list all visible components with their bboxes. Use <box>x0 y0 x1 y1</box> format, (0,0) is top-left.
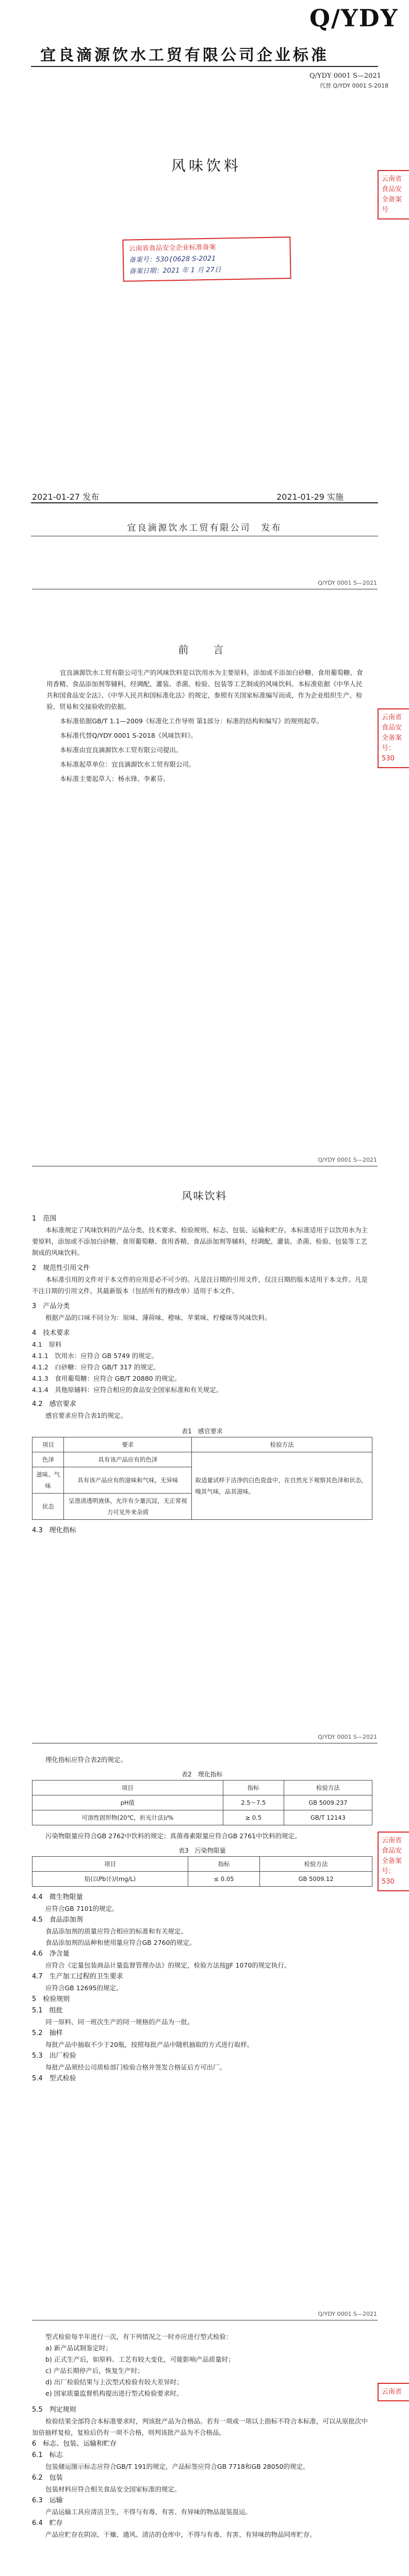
clause: 6.3 运输 <box>32 2497 63 2504</box>
section-4-2-body: 感官要求应符合表1的规定。 <box>45 1412 127 1419</box>
table-header: 项目 <box>32 1437 64 1452</box>
clause: 包装储运图示标志应符合GB/T 191的规定，产品标签应符合GB 7718和GB 28050的规定。 <box>45 2463 309 2470</box>
table-cell: 取适量试样于洁净的白色瓷盘中，在自然光下观察其色泽和状态，嗅其气味，品其滋味。 <box>192 1452 372 1520</box>
foreword-para-5: 本标准起草单位：宜良滴源饮水工贸有限公司。 <box>60 760 195 768</box>
date-rule <box>31 502 378 503</box>
scope-section <box>32 1213 372 1536</box>
table-header: 检验方法 <box>260 1857 372 1872</box>
side-stamp-text: 云南省食品安全备案号：530 <box>382 714 402 762</box>
table-row <box>32 1810 372 1825</box>
section-3-body: 根据产品的口味不同分为：原味、薄荷味、橙味、苹果味、柠檬味等风味饮料。 <box>45 1314 271 1321</box>
table-cell: GB/T 12143 <box>284 1810 372 1825</box>
section-2-title: 2 规范性引用文件 <box>32 1264 90 1272</box>
clause: 同一原料、同一班次生产的同一规格的产品为一批。 <box>45 2018 194 2026</box>
clause: 产品运输工具应清洁卫生，不得与有毒、有害、有异味的物品混装混运。 <box>45 2508 252 2516</box>
clause: 5 检验规则 <box>32 1995 70 2003</box>
table-cell: 可溶性固形物(20℃，折光计法)/% <box>32 1810 223 1825</box>
table-row <box>32 1452 372 1467</box>
section-4-3-title: 4.3 理化指标 <box>32 1527 76 1534</box>
section-2-body: 本标准引用的文件对于本文件的应用是必不可少的。凡是注日期的引用文件，仅注日期的版本适用于本文件。凡是不注日期的引用文件，其最新版本（包括所有的修改单）适用于本文件。 <box>32 1276 368 1295</box>
table-row <box>32 1872 372 1887</box>
foreword-para-6: 本标准主要起草人：杨永锋、李素芬。 <box>60 775 170 783</box>
clause: 检验结果全部符合本标准要求时，判该批产品为合格品。若有一项或一项以上指标不符合本标准，可以从原批次中加倍抽样复检，复检后仍有一项不合格，则判该批产品为不合格品。 <box>32 2417 368 2436</box>
clause: 5.1 组批 <box>32 2007 63 2014</box>
section-4-title: 4 技术要求 <box>32 1329 70 1337</box>
table-header: 项目 <box>32 1857 188 1872</box>
table-cell: 状态 <box>32 1494 64 1520</box>
running-header: Q/YDY 0001 S—2021 <box>318 1734 377 1740</box>
table-cell: 铅(以Pb计)/(mg/L) <box>32 1872 188 1887</box>
clause: 6.2 包装 <box>32 2474 63 2482</box>
stamp-line-2: 备案号：530{0628 S-2021 <box>128 255 216 264</box>
foreword-heading: 前 言 <box>178 643 231 656</box>
side-stamp-text: 云南省食品安全备案号：530 <box>382 1837 402 1886</box>
table-cell: GB 5009.12 <box>260 1872 372 1887</box>
running-header: Q/YDY 0001 S—2021 <box>318 2311 377 2317</box>
content-block <box>32 1754 372 2084</box>
list-item: c) 产品长期停产后，恢复生产时； <box>45 2367 144 2375</box>
table-cell: ≥ 0.5 <box>223 1810 284 1825</box>
side-filing-stamp <box>378 2383 409 2401</box>
cover-document-title: 风味饮料 <box>171 157 241 174</box>
clause: 4.6 净含量 <box>32 1950 70 1958</box>
list-item: b) 正式生产后，如原料、工艺有较大变化，可能影响产品质量时； <box>45 2355 235 2363</box>
replaces-note: 代替 Q/YDY 0001 S-2018 <box>320 82 389 89</box>
table-cell: 滋味、气味 <box>32 1467 64 1494</box>
clause: 5.2 抽样 <box>32 2029 63 2037</box>
table-header: 指标 <box>223 1781 284 1795</box>
clause: 每批产品中抽取不少于20瓶，按照每批产品中随机抽取的方式进行取样。 <box>45 2041 254 2048</box>
foreword-body <box>46 667 364 788</box>
clause: 6.4 贮存 <box>32 2519 63 2527</box>
clause: 4.4 微生物限量 <box>32 1893 83 1901</box>
clause: 4.7 生产加工过程的卫生要求 <box>32 1973 123 1980</box>
side-stamp-text: 云南省食品安全备案号 <box>382 175 402 214</box>
implement-date: 2021-01-29 实施 <box>276 492 344 502</box>
running-header: Q/YDY 0001 S—2021 <box>318 580 377 586</box>
foreword-para-3: 本标准代替Q/YDY 0001 S-2018《风味饮料》。 <box>60 732 198 739</box>
foreword-para-4: 本标准由宜良滴源饮水工贸有限公司提出。 <box>60 746 183 754</box>
type-test-lead: 型式检验每半年进行一次，有下列情况之一时亦应进行型式检验： <box>45 2333 233 2341</box>
sensory-table <box>32 1437 372 1520</box>
content-block <box>32 2331 372 2540</box>
requirement-item: 4.1 原料 <box>32 1341 62 1348</box>
table-cell: 具有该产品应有的滋味和气味，无异味 <box>64 1467 192 1494</box>
clause: 食品添加剂的品种和使用量应符合GB 2760的规定。 <box>45 1939 196 1946</box>
table-header: 指标 <box>188 1857 259 1872</box>
clause: 6 标志、包装、运输和贮存 <box>32 2440 117 2448</box>
table-cell: 呈澄清透明液体，允许有少量沉淀，无正常视力可见外来杂质 <box>64 1494 192 1520</box>
clause: 应符合《定量包装商品计量监督管理办法》的规定，检验方法按JJF 1070的规定执行。 <box>45 1961 291 1969</box>
table-2-caption: 表2 理化指标 <box>182 1771 223 1778</box>
table-header: 检验方法 <box>192 1437 372 1452</box>
clause: 应符合GB 7101的规定。 <box>45 1905 119 1912</box>
publish-date: 2021-01-27 发布 <box>32 492 100 502</box>
requirement-item: 4.1.2 白砂糖：应符合 GB/T 317 的规定。 <box>32 1363 160 1371</box>
table-header: 项目 <box>32 1781 223 1795</box>
section-1-body: 本标准规定了风味饮料的产品分类、技术要求、检验规则、标志、包装、运输和贮存。本标准适用于以饮用水为主要原料，添加或不添加白砂糖、食用葡萄糖、食用香精、食品添加剂等辅料，经调配、灌装、杀菌、检验、包装等工艺制成的风味饮料。 <box>32 1226 368 1257</box>
table-3-lead: 污染物限量应符合GB 2762中饮料的规定；真菌毒素限量应符合GB 2761中饮料的规定。 <box>45 1832 301 1840</box>
table-3-caption: 表3 污染物限量 <box>178 1847 226 1854</box>
section-1-title: 1 范围 <box>32 1215 57 1223</box>
content-page-1 <box>0 1136 409 1713</box>
table-header: 要求 <box>64 1437 192 1452</box>
clause: 5.3 出厂检验 <box>32 2052 76 2060</box>
enterprise-standard-title: 宜良滴源饮水工贸有限公司企业标准 <box>40 46 329 64</box>
side-filing-stamp <box>378 708 409 768</box>
table-1-caption: 表1 感官要求 <box>182 1428 223 1435</box>
table-cell: GB 5009.237 <box>284 1795 372 1810</box>
filing-stamp <box>122 236 291 282</box>
cover-page <box>0 0 409 559</box>
list-item: a) 新产品试制鉴定时； <box>45 2344 112 2352</box>
table-cell: pH值 <box>32 1795 223 1810</box>
header-rule <box>31 66 378 67</box>
clause-list <box>32 1892 372 2084</box>
content-page-2 <box>0 1713 409 2290</box>
standard-logo: Q/YDY <box>309 4 399 32</box>
publisher: 宜良滴源饮水工贸有限公司 发布 <box>127 523 282 533</box>
section-3-title: 3 产品分类 <box>32 1302 70 1310</box>
clause: 食品添加剂的质量应符合相应的标准和有关规定。 <box>45 1927 188 1935</box>
clause: 应符合GB 12695的规定。 <box>45 1984 123 1992</box>
table-cell: 色泽 <box>32 1452 64 1467</box>
content-page-3 <box>0 2290 409 2576</box>
clause: 每批产品须经公司质检部门检验合格并签发合格证后方可出厂。 <box>45 2063 226 2071</box>
requirement-item: 4.1.3 食用葡萄糖：应符合 GB/T 20880 的规定。 <box>32 1375 181 1382</box>
section-4-2-title: 4.2 感官要求 <box>32 1400 76 1408</box>
running-header: Q/YDY 0001 S—2021 <box>318 1157 377 1163</box>
standard-number: Q/YDY 0001 S—2021 <box>309 72 381 80</box>
table-cell: 具有该产品应有的色泽 <box>64 1452 192 1467</box>
physicochemical-table <box>32 1780 372 1825</box>
table-header: 检验方法 <box>284 1781 372 1795</box>
clause-list <box>32 2404 372 2540</box>
table-cell: 2.5～7.5 <box>223 1795 284 1810</box>
foreword-para-1: 宜良滴源饮水工贸有限公司生产的风味饮料是以饮用水为主要原料，添加或不添加白砂糖、食用葡萄糖、食用香精、食品添加剂等辅料，经调配、灌装、杀菌、检验、包装等工艺制成的风味饮料。本标准依据《中华人民共和国食品安全法》、《中华人民共和国标准化法》的规定，参照有关国家标准编写而成，作为企业组织生产、检验、贸易和交接验收的依据。 <box>46 669 363 710</box>
table-2-lead: 理化指标应符合表2的规定。 <box>45 1756 127 1764</box>
document-heading: 风味饮料 <box>182 1190 227 1202</box>
clause: 5.5 判定规则 <box>32 2406 76 2414</box>
stamp-line-1: 云南省食品安全企业标准备案 <box>128 243 216 253</box>
clause: 6.1 标志 <box>32 2451 63 2459</box>
table-cell: ≤ 0.05 <box>188 1872 259 1887</box>
side-stamp-text: 云南省 <box>382 2388 402 2396</box>
list-item: e) 国家质量监督机构提出进行型式检验要求时。 <box>45 2389 183 2397</box>
clause: 包装材料应符合相关食品安全国家标准的规定。 <box>45 2485 181 2493</box>
stamp-line-3: 备案日期：2021 年 1 月 27日 <box>129 266 221 276</box>
clause: 产品应贮存在阴凉、干燥、通风、清洁的仓库中，不得与有毒、有害、有异味的物品同库贮存。 <box>45 2531 317 2538</box>
side-filing-stamp <box>378 170 409 219</box>
table-row <box>32 1795 372 1810</box>
requirement-item: 4.1.4 其他原辅料：应符合相应的食品安全国家标准和有关规定。 <box>32 1386 223 1394</box>
contaminant-table <box>32 1856 372 1887</box>
foreword-para-2: 本标准依据GB/T 1.1—2009《标准化工作导则 第1部分：标准的结构和编写》的规则起草。 <box>60 717 323 725</box>
side-filing-stamp <box>378 1832 409 1891</box>
clause: 5.4 型式检验 <box>32 2075 76 2082</box>
clause: 4.5 食品添加剂 <box>32 1916 83 1924</box>
list-item: d) 出厂检验结果与上次型式检验有较大差异时； <box>45 2378 183 2386</box>
requirement-item: 4.1.1 饮用水：应符合 GB 5749 的规定。 <box>32 1352 158 1360</box>
foreword-page <box>0 559 409 1136</box>
